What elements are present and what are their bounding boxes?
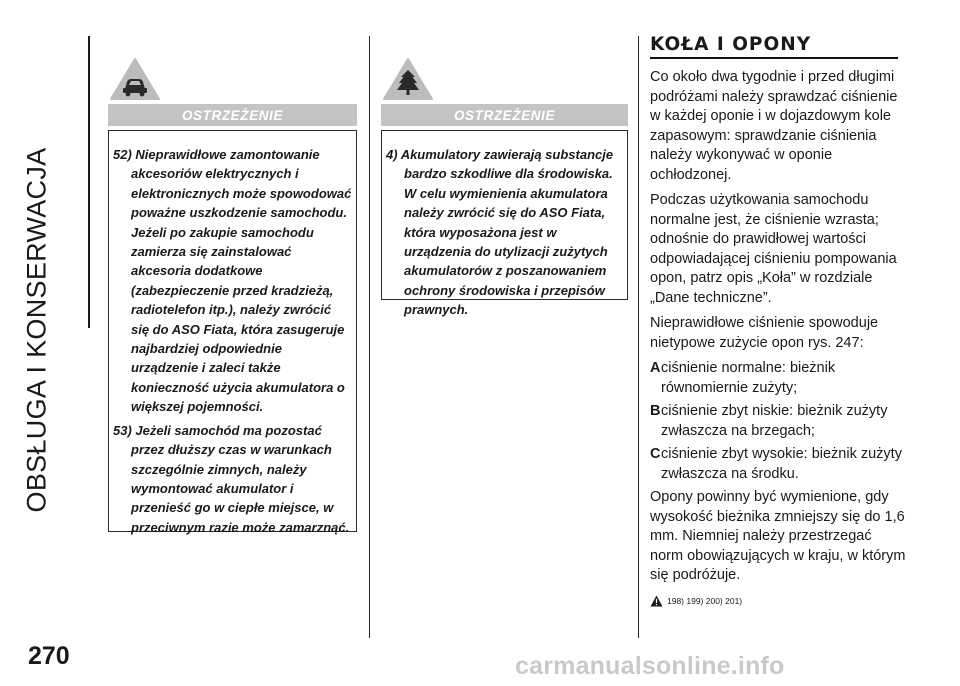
list-item	[650, 359, 906, 398]
paragraph: Opony powinny być wymienione, gdy wysokość bieżnika zmniejszy się do 1,6 mm. Niemniej należy przestrzegać norm obowiązujących w kraju, w którym się podróżuje.	[650, 489, 906, 583]
paragraph: Nieprawidłowe ciśnienie spowoduje nietypowe zużycie opon rys. 247:	[650, 315, 879, 351]
warning-item: 53) Jeżeli samochód ma pozostać przez dłuższy czas w warunkach szczególnie zimnych, należy wymontować akumulator i przenieść go w ciepłe miejsce, w przeciwnym razie może zamarznąć.	[113, 422, 350, 535]
list-letter: A	[650, 360, 661, 376]
warning-triangle-icon	[650, 595, 663, 607]
chapter-title: OBSŁUGA I KONSERWACJA	[21, 147, 52, 513]
paragraph: Co około dwa tygodnie i przed długimi podróżami należy sprawdzać ciśnienie w każdej oponie i w dojazdowym kole zapasowym: sprawdzanie ciśnienia należy wykonywać w oponie ochłodzonej.	[650, 69, 898, 183]
footnote	[650, 592, 906, 612]
warning-box	[381, 130, 628, 318]
warning-box	[108, 130, 357, 535]
list-letter: C	[650, 446, 661, 462]
warning-item: 4) Akumulatory zawierają substancje bardzo szkodliwe dla środowiska. W celu wymienienia akumulatora należy zwrócić się do ASO Fiata, która wyposażona jest w urządzenia do utylizacji zużytych akumulatorów z poszanowaniem ochrony środowiska i przepisów prawnych.	[386, 147, 614, 318]
list-item	[650, 402, 906, 441]
car-warning-icon	[108, 56, 162, 102]
warning-item: 52) Nieprawidłowe zamontowanie akcesoriów elektrycznych i elektronicznych może spowodować poważne uszkodzenie samochodu. Jeżeli po zakupie samochodu zamierza się zainstalować akcesoria dodatkowe (zabezpieczenie przed kradzieżą, radiotelefon itp.), należy zwrócić się do ASO Fiata, która zasugeruje najbardziej odpowiednie urządzenie i zaleci także konieczność użycia akumulatora o większej pojemności.	[113, 147, 352, 415]
column-divider-2	[638, 36, 639, 638]
section-title: KOŁA I OPONY	[650, 34, 898, 59]
list-text: ciśnienie zbyt niskie: bieżnik zużyty zwłaszcza na brzegach;	[661, 403, 888, 439]
paragraph: Podczas użytkowania samochodu normalne jest, że ciśnienie wzrasta; odnośnie do prawidłowej wartości odpowiadającej ciśnieniu pompowania opon, patrz opis „Koła” w rozdziale „Dane techniczne”.	[650, 192, 897, 306]
tree-warning-icon	[381, 56, 435, 102]
warning-title: OSTRZEŻENIE	[381, 104, 628, 126]
watermark: carmanualsonline.info	[515, 652, 785, 680]
footnote-refs: 198) 199) 200) 201)	[667, 595, 743, 606]
page-number: 270	[28, 642, 70, 670]
list-text: ciśnienie zbyt wysokie: bieżnik zużyty zwłaszcza na środku.	[661, 446, 902, 482]
section-body	[650, 68, 906, 611]
column-divider-1	[369, 36, 370, 638]
chapter-rule	[88, 36, 90, 328]
list-letter: B	[650, 403, 661, 419]
list-item	[650, 445, 906, 484]
warning-title: OSTRZEŻENIE	[108, 104, 357, 126]
list-text: ciśnienie normalne: bieżnik równomiernie zużyty;	[661, 360, 836, 396]
